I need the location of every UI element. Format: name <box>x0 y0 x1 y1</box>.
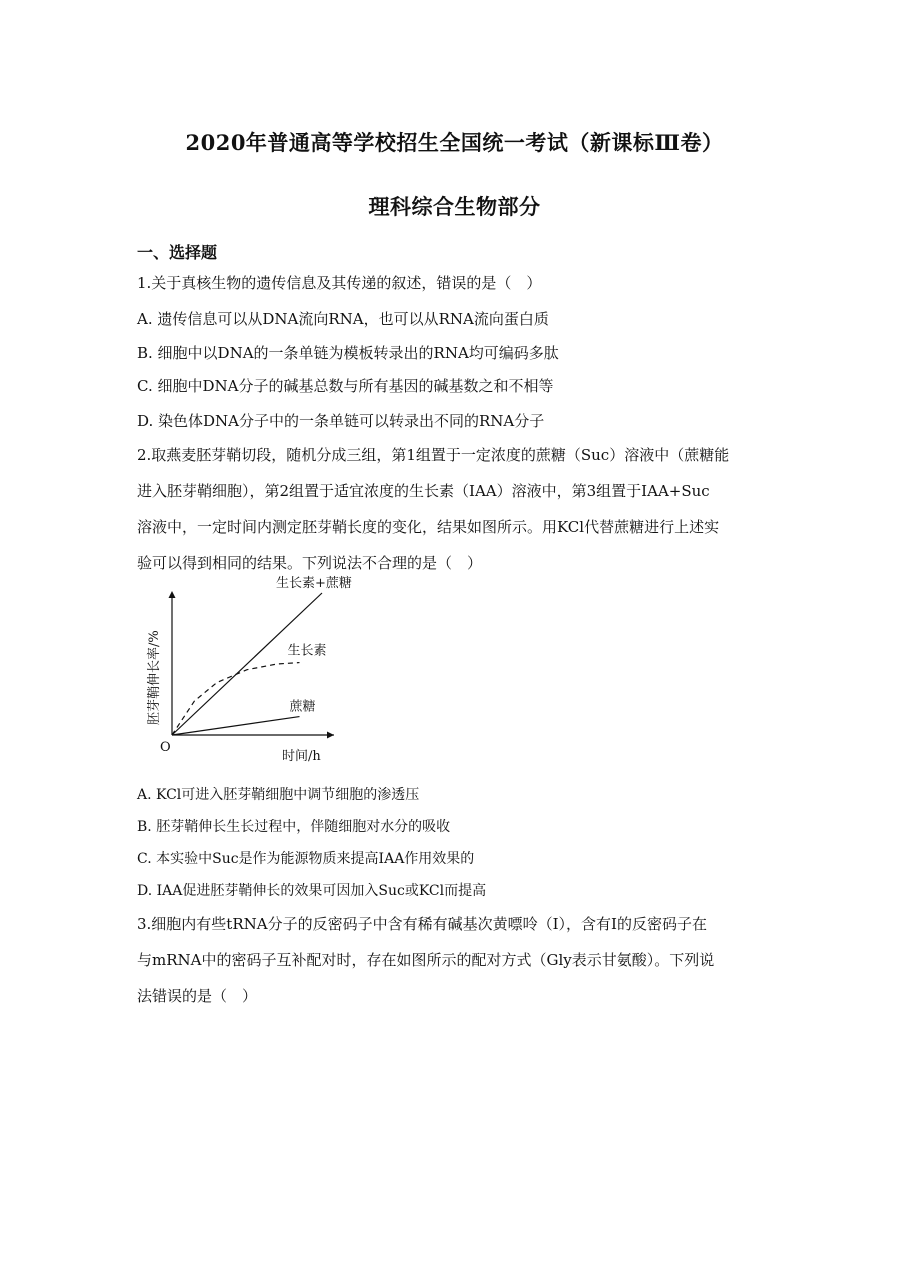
section-heading: 一、选择题 <box>137 243 218 262</box>
question-2-stem-line-3: 溶液中，一定时间内测定胚芽鞘长度的变化，结果如图所示。用KCl代替蔗糖进行上述实 <box>137 518 720 536</box>
series-label-3: 蔗糖 <box>289 699 316 715</box>
question-3-stem-line-3: 法错误的是（ ） <box>137 987 258 1005</box>
page-title: 2020年普通高等学校招生全国统一考试（新课标Ⅲ卷） <box>185 130 724 155</box>
x-axis-arrow <box>327 732 334 739</box>
y-axis-arrow <box>169 591 176 598</box>
series-label-2: 生长素 <box>287 643 327 659</box>
series-line-2 <box>172 663 300 735</box>
y-axis-label: 胚芽鞘伸长率/% <box>147 630 162 725</box>
question-1-option-c: C. 细胞中DNA分子的碱基总数与所有基因的碱基数之和不相等 <box>137 377 554 395</box>
question-1-option-b: B. 细胞中以DNA的一条单链为模板转录出的RNA均可编码多肽 <box>137 344 559 362</box>
series-line-3 <box>172 717 300 735</box>
question-1-stem: 1.关于真核生物的遗传信息及其传递的叙述，错误的是（ ） <box>137 274 542 292</box>
question-2-stem-line-1: 2.取燕麦胚芽鞘切段，随机分成三组，第1组置于一定浓度的蔗糖（Suc）溶液中（蔗糖能 <box>137 446 730 464</box>
question-3-stem-line-1: 3.细胞内有些tRNA分子的反密码子中含有稀有碱基次黄嘌呤（I），含有I的反密码子在 <box>137 915 707 933</box>
question-2-option-b: B. 胚芽鞘伸长生长过程中，伴随细胞对水分的吸收 <box>137 819 451 835</box>
origin-label: O <box>160 740 171 755</box>
question-1-option-d: D. 染色体DNA分子中的一条单链可以转录出不同的RNA分子 <box>137 412 545 430</box>
question-2-stem-line-4: 验可以得到相同的结果。下列说法不合理的是（ ） <box>137 554 483 572</box>
question-2-option-c: C. 本实验中Suc是作为能源物质来提高IAA作用效果的 <box>137 851 475 867</box>
page-subtitle: 理科综合生物部分 <box>368 194 541 219</box>
question-2-stem-line-2: 进入胚芽鞘细胞），第2组置于适宜浓度的生长素（IAA）溶液中，第3组置于IAA+Suc <box>137 482 710 500</box>
question-1-option-a: A. 遗传信息可以从DNA流向RNA，也可以从RNA流向蛋白质 <box>137 310 549 328</box>
question-2-option-a: A. KCl可进入胚芽鞘细胞中调节细胞的渗透压 <box>137 787 420 803</box>
growth-rate-chart <box>140 576 352 775</box>
question-2-option-d: D. IAA促进胚芽鞘伸长的效果可因加入Suc或KCl而提高 <box>137 883 487 899</box>
question-3-stem-line-2: 与mRNA中的密码子互补配对时，存在如图所示的配对方式（Gly表示甘氨酸）。下列说 <box>137 951 715 969</box>
x-axis-label: 时间/h <box>282 749 321 764</box>
series-label-1: 生长素+蔗糖 <box>276 576 352 591</box>
